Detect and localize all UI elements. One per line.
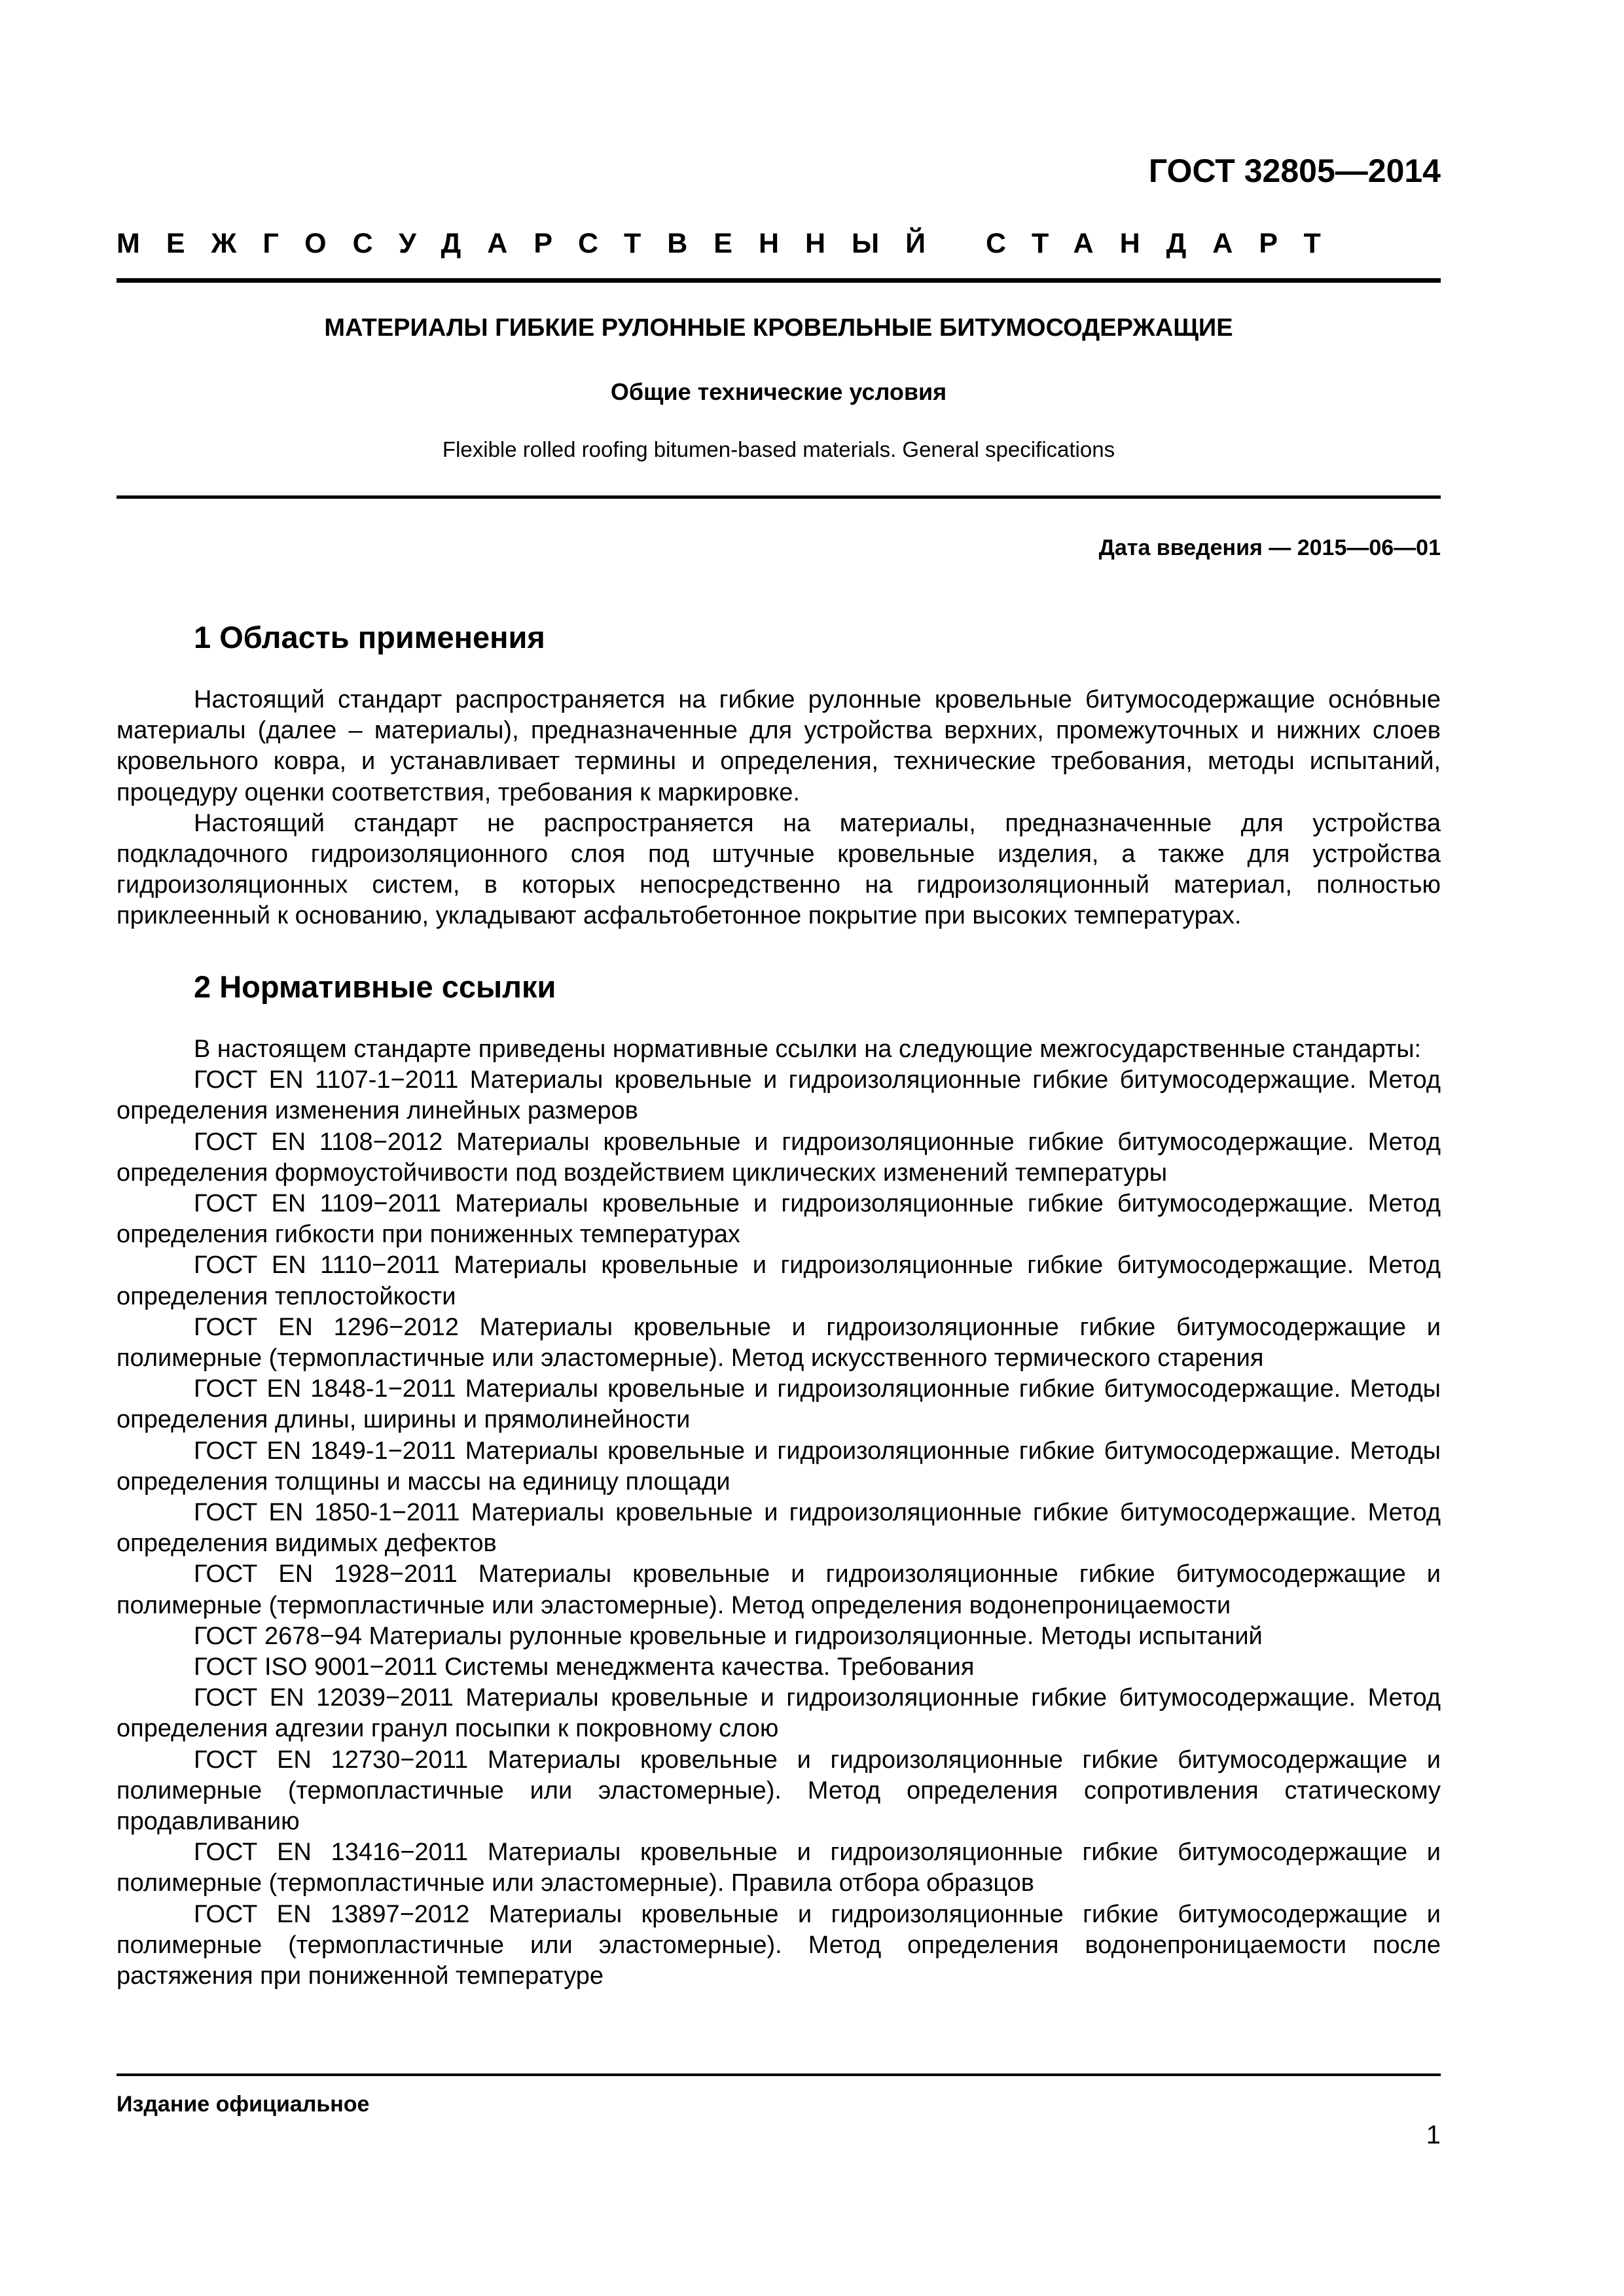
reference-item: ГОСТ EN 12730−2011 Материалы кровельные и гидроизоляционные гибкие битумосодержащие и полимерные (термопластичные или эластомерные). Метод определения сопротивления статическому продавливанию	[117, 1746, 1441, 1836]
reference-item: ГОСТ ISO 9001−2011 Системы менеджмента качества. Требования	[194, 1653, 975, 1681]
reference-item: ГОСТ EN 1850-1−2011 Материалы кровельные и гидроизоляционные гибкие битумосодержащие. Метод определения видимых дефектов	[117, 1499, 1441, 1558]
reference-item: ГОСТ EN 13897−2012 Материалы кровельные и гидроизоляционные гибкие битумосодержащие и полимерные (термопластичные или эластомерные). Метод определения водонепроницаемости после растяжения при пониженной температуре	[117, 1900, 1441, 1990]
reference-item: ГОСТ EN 1928−2011 Материалы кровельные и гидроизоляционные гибкие битумосодержащие и полимерные (термопластичные или эластомерные). Метод определения водонепроницаемости	[117, 1560, 1441, 1619]
section-heading-scope: 1 Область применения	[194, 620, 545, 655]
reference-item: ГОСТ EN 1296−2012 Материалы кровельные и гидроизоляционные гибкие битумосодержащие и полимерные (термопластичные или эластомерные). Метод искусственного термического старения	[117, 1313, 1441, 1372]
paragraph: Настоящий стандарт не распространяется на материалы, предназначенные для устройства подкладочного гидроизоляционного слоя под штучные кровельные изделия, а также для устройства гидроизоляционных систем, в которых непосредственно на гидроизоляционный материал, полностью приклеенный к основанию, укладывают асфальтобетонное покрытие при высоких температурах.	[117, 809, 1441, 930]
interstate-standard-label: МЕЖГОСУДАРСТВЕННЫЙ СТАНДАРТ	[117, 228, 1347, 259]
reference-item: ГОСТ EN 13416−2011 Материалы кровельные и гидроизоляционные гибкие битумосодержащие и полимерные (термопластичные или эластомерные). Правила отбора образцов	[117, 1839, 1441, 1897]
reference-item: ГОСТ EN 1110−2011 Материалы кровельные и гидроизоляционные гибкие битумосодержащие. Метод определения теплостойкости	[117, 1251, 1441, 1310]
section-heading-normative-references: 2 Нормативные ссылки	[194, 969, 556, 1004]
reference-item: ГОСТ 2678−94 Материалы рулонные кровельные и гидроизоляционные. Методы испытаний	[194, 1622, 1263, 1650]
reference-item: ГОСТ EN 12039−2011 Материалы кровельные и гидроизоляционные гибкие битумосодержащие. Метод определения адгезии гранул посыпки к покровному слою	[117, 1684, 1441, 1743]
section-scope-body	[117, 685, 1441, 932]
reference-item: ГОСТ EN 1107-1−2011 Материалы кровельные и гидроизоляционные гибкие битумосодержащие. Метод определения изменения линейных размеров	[117, 1066, 1441, 1125]
document-title: МАТЕРИАЛЫ ГИБКИЕ РУЛОННЫЕ КРОВЕЛЬНЫЕ БИТУМОСОДЕРЖАЩИЕ	[324, 314, 1233, 342]
reference-item: ГОСТ EN 1849-1−2011 Материалы кровельные и гидроизоляционные гибкие битумосодержащие. Методы определения толщины и массы на единицу площади	[117, 1437, 1441, 1496]
document-subtitle: Общие технические условия	[610, 378, 947, 405]
header-divider	[117, 278, 1441, 283]
document-title-english: Flexible rolled roofing bitumen-based materials. General specifications	[442, 437, 1115, 461]
reference-item: ГОСТ EN 1108−2012 Материалы кровельные и гидроизоляционные гибкие битумосодержащие. Метод определения формоустойчивости под воздействием циклических изменений температуры	[117, 1128, 1441, 1187]
page-number: 1	[1426, 2121, 1441, 2149]
footer-divider	[117, 2073, 1441, 2076]
introduction-date: Дата введения — 2015—06—01	[1098, 535, 1441, 560]
reference-item: ГОСТ EN 1109−2011 Материалы кровельные и гидроизоляционные гибкие битумосодержащие. Метод определения гибкости при пониженных температурах	[117, 1190, 1441, 1249]
paragraph: Настоящий стандарт распространяется на гибкие рулонные кровельные битумосодержащие осно́вные материалы (далее – материалы), предназначенные для устройства верхних, промежуточных и нижних слоев кровельного ковра, и устанавливает термины и определения, технические требования, методы испытаний, процедуру оценки соответствия, требования к маркировке.	[117, 686, 1441, 806]
section-references-body	[117, 1034, 1441, 1992]
standard-number: ГОСТ 32805—2014	[1148, 152, 1441, 189]
reference-item: ГОСТ EN 1848-1−2011 Материалы кровельные и гидроизоляционные гибкие битумосодержащие. Методы определения длины, ширины и прямолинейности	[117, 1375, 1441, 1434]
title-divider	[117, 495, 1441, 499]
edition-note: Издание официальное	[117, 2092, 370, 2117]
paragraph: В настоящем стандарте приведены нормативные ссылки на следующие межгосударственные стандарты:	[194, 1035, 1422, 1063]
